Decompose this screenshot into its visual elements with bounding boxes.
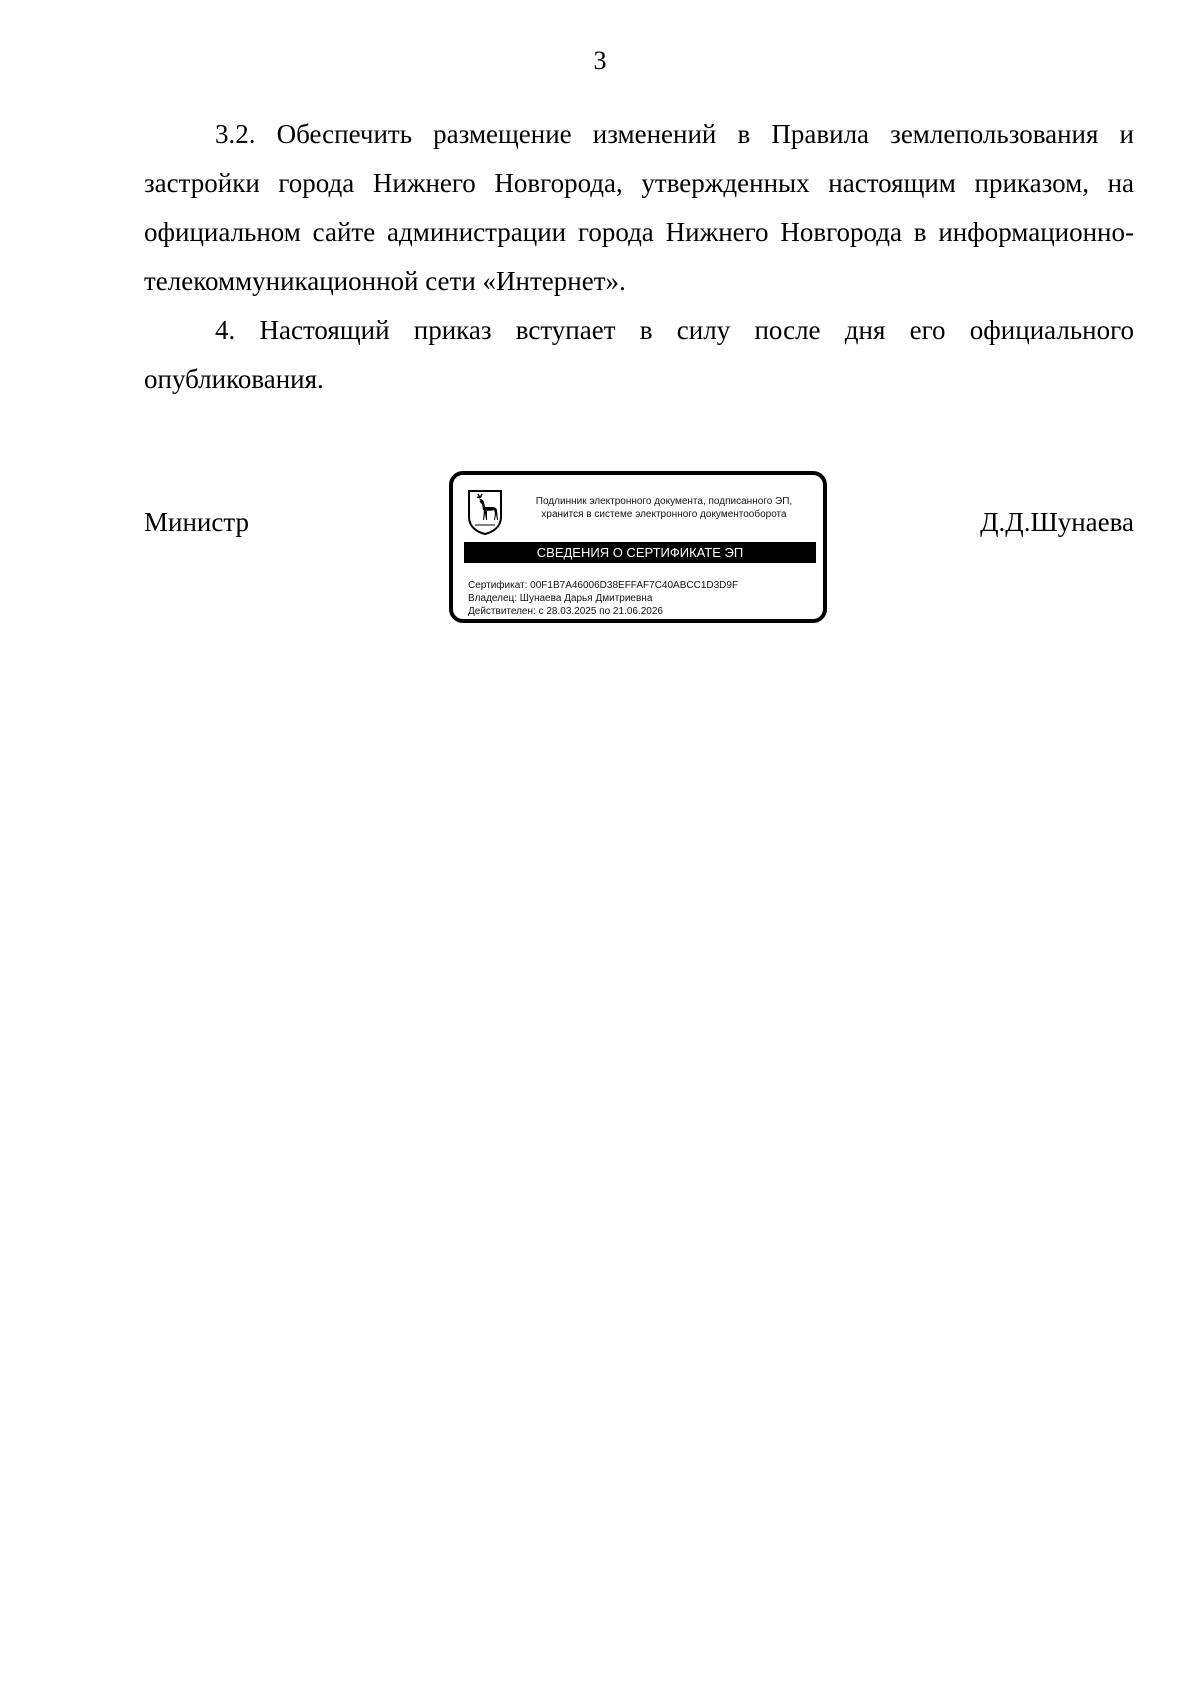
page-number: 3	[593, 46, 607, 75]
document-body	[144, 110, 1134, 404]
electronic-signature-stamp	[449, 471, 827, 623]
stamp-owner: Владелец: Шунаева Дарья Дмитриевна	[468, 593, 653, 604]
stamp-header-line-1: Подлинник электронного документа, подписанного ЭП,	[535, 496, 793, 507]
stamp-header	[511, 495, 817, 521]
stamp-certificate-number: Сертификат: 00F1B7A46006D38EFFAF7C40ABCC1D3D9F	[468, 580, 739, 591]
stamp-title-bar: СВЕДЕНИЯ О СЕРТИФИКАТЕ ЭП	[464, 542, 816, 563]
signatory-position: Министр	[144, 507, 249, 537]
stamp-validity: Действителен: с 28.03.2025 по 21.06.2026	[468, 606, 663, 617]
stamp-certificate-details	[468, 579, 818, 618]
paragraph-4: 4. Настоящий приказ вступает в силу после дня его официального опубликования.	[144, 315, 1134, 394]
signatory-name: Д.Д.Шунаева	[980, 507, 1134, 537]
deer-coat-of-arms-icon	[467, 489, 503, 535]
paragraph-3-2: 3.2. Обеспечить размещение изменений в Правила землепользования и застройки города Нижнего Новгорода, утвержденных настоящим приказом, на официальном сайте администрации города Нижнего Новгорода в информационно-телекоммуникационной сети «Интернет».	[144, 119, 1134, 296]
stamp-header-line-2: хранится в системе электронного документооборота	[541, 509, 787, 520]
